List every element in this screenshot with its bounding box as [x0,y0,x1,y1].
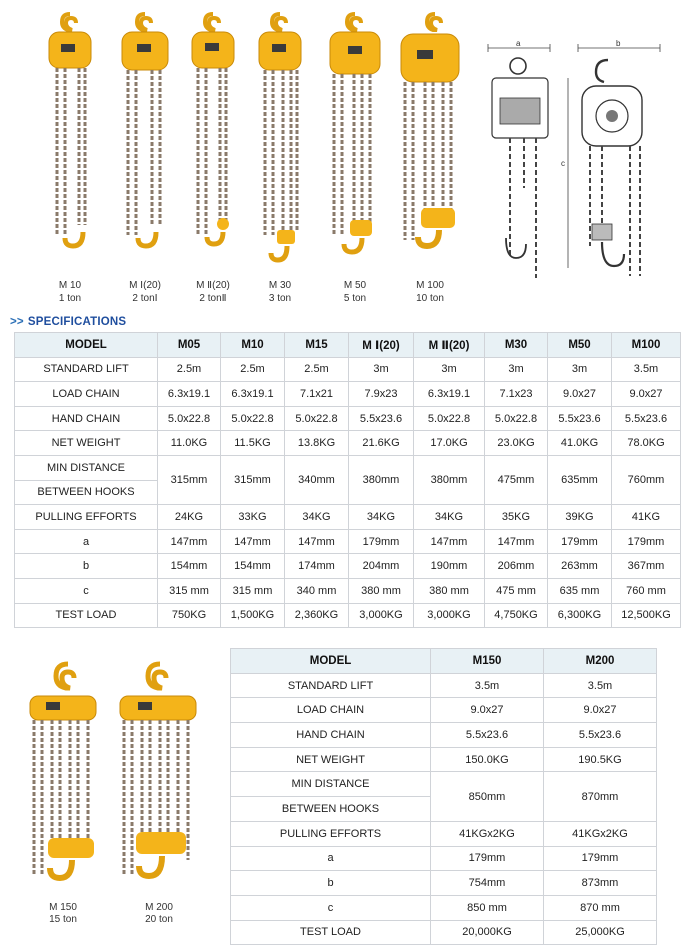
chain-hoist-icon [114,660,204,900]
specifications-heading [10,316,126,328]
table-row [15,431,681,456]
table-row [231,673,657,698]
chain-hoist-icon [18,660,108,900]
row-label: STANDARD LIFT [15,357,158,382]
cell: 340 mm [285,578,349,603]
row-label: TEST LOAD [15,603,158,628]
cell: 34KG [285,505,349,530]
row-label: c [231,895,431,920]
cell: 204mm [349,554,414,579]
header-cell: M10 [221,333,285,358]
product-model: M 100 [416,280,444,291]
cell: 6.3x19.1 [221,382,285,407]
table-row [231,747,657,772]
cell: 34KG [349,505,414,530]
product-model: M Ⅱ(20) [196,280,230,291]
header-cell: M05 [158,333,221,358]
hoist-m100 [395,10,465,308]
chain-hoist-icon [35,10,105,278]
cell: 24KG [158,505,221,530]
cell: 147mm [285,529,349,554]
hoist-m30 [245,10,315,308]
product-capacity: 1 ton [58,293,82,304]
header-cell: M50 [548,333,612,358]
product-capacity: 15 ton [49,914,77,925]
row-label: a [231,846,431,871]
cell: 7.1x23 [485,382,548,407]
cell: 150.0KG [431,747,544,772]
cell: 750KG [158,603,221,628]
row-label: HAND CHAIN [231,723,431,748]
table-row [15,529,681,554]
cell: 179mm [548,529,612,554]
row-label: b [231,871,431,896]
cell: 1,500KG [221,603,285,628]
header-cell: M200 [544,649,657,674]
header-cell: M150 [431,649,544,674]
cell: 2,360KG [285,603,349,628]
cell: 5.5x23.6 [431,723,544,748]
spec-table-small-models [14,332,681,628]
cell: 367mm [612,554,681,579]
header-cell: M30 [485,333,548,358]
cell: 315mm [158,455,221,504]
cell: 870 mm [544,895,657,920]
cell: 41KG [612,505,681,530]
cell: 11.0KG [158,431,221,456]
cell: 9.0x27 [612,382,681,407]
cell: 3,000KG [349,603,414,628]
row-label: MIN DISTANCE [15,455,158,480]
cell: 179mm [544,846,657,871]
chain-hoist-icon [110,10,180,278]
hoist-m2-20 [178,10,248,308]
cell: 635mm [548,455,612,504]
cell: 39KG [548,505,612,530]
row-label: MIN DISTANCE [231,772,431,797]
row-label: STANDARD LIFT [231,673,431,698]
hoist-dimension-diagram-icon [480,38,680,288]
cell: 23.0KG [485,431,548,456]
product-model: M 50 [343,280,367,291]
cell: 263mm [548,554,612,579]
table-row [231,895,657,920]
cell: 147mm [221,529,285,554]
cell: 5.0x22.8 [414,406,485,431]
cell: 635 mm [548,578,612,603]
cell: 78.0KG [612,431,681,456]
cell: 2.5m [221,357,285,382]
cell: 5.5x23.6 [544,723,657,748]
header-cell: M100 [612,333,681,358]
dimension-drawing [480,38,680,288]
chain-hoist-icon [320,10,390,278]
cell: 3m [548,357,612,382]
cell: 12,500KG [612,603,681,628]
cell: 850mm [431,772,544,821]
cell: 154mm [158,554,221,579]
hoist-m50 [320,10,390,308]
row-label: LOAD CHAIN [15,382,158,407]
large-product-photos [18,660,208,930]
cell: 41KGx2KG [544,821,657,846]
row-label: BETWEEN HOOKS [15,480,158,505]
row-label: c [15,578,158,603]
row-label: PULLING EFFORTS [15,505,158,530]
product-model: M 10 [58,280,82,291]
cell: 6.3x19.1 [414,382,485,407]
cell: 5.5x23.6 [548,406,612,431]
cell: 179mm [612,529,681,554]
product-model: M 30 [268,280,292,291]
product-model: M 200 [145,902,173,913]
cell: 850 mm [431,895,544,920]
spec-table-large-models [230,648,657,945]
cell: 5.0x22.8 [158,406,221,431]
table-row [15,455,681,480]
table-row [231,821,657,846]
cell: 7.1x21 [285,382,349,407]
cell: 20,000KG [431,920,544,945]
row-label: LOAD CHAIN [231,698,431,723]
cell: 754mm [431,871,544,896]
header-cell: M15 [285,333,349,358]
cell: 33KG [221,505,285,530]
row-label: TEST LOAD [231,920,431,945]
table-row [15,505,681,530]
product-capacity: 5 ton [343,293,367,304]
row-label: NET WEIGHT [231,747,431,772]
cell: 3m [485,357,548,382]
table-row [15,578,681,603]
cell: 5.0x22.8 [485,406,548,431]
row-label: BETWEEN HOOKS [231,797,431,822]
cell: 6,300KG [548,603,612,628]
cell: 380mm [349,455,414,504]
cell: 5.0x22.8 [221,406,285,431]
chain-hoist-icon [395,10,465,278]
hoist-m10 [35,10,105,308]
cell: 760mm [612,455,681,504]
cell: 41KGx2KG [431,821,544,846]
cell: 41.0KG [548,431,612,456]
product-model: M Ⅰ(20) [129,280,161,291]
product-model: M 150 [49,902,77,913]
cell: 870mm [544,772,657,821]
cell: 154mm [221,554,285,579]
dimension-a-label: a [516,39,521,48]
cell: 3m [349,357,414,382]
cell: 873mm [544,871,657,896]
cell: 5.0x22.8 [285,406,349,431]
cell: 4,750KG [485,603,548,628]
product-capacity: 10 ton [416,293,444,304]
table-header-row [15,333,681,358]
cell: 5.5x23.6 [612,406,681,431]
dimension-c-label: c [561,159,565,168]
cell: 179mm [349,529,414,554]
table-row [231,846,657,871]
chain-hoist-icon [178,10,248,278]
cell: 9.0x27 [548,382,612,407]
table-row [231,871,657,896]
header-cell: M Ⅱ(20) [414,333,485,358]
row-label: b [15,554,158,579]
cell: 9.0x27 [544,698,657,723]
cell: 179mm [431,846,544,871]
cell: 190mm [414,554,485,579]
header-cell: MODEL [15,333,158,358]
cell: 475mm [485,455,548,504]
cell: 6.3x19.1 [158,382,221,407]
table-row [15,554,681,579]
header-cell: M Ⅰ(20) [349,333,414,358]
section-arrows: >> [10,316,24,328]
hoist-m150 [18,660,108,930]
cell: 34KG [414,505,485,530]
cell: 2.5m [158,357,221,382]
chain-hoist-icon [245,10,315,278]
cell: 147mm [158,529,221,554]
hoist-m200 [114,660,204,930]
cell: 5.5x23.6 [349,406,414,431]
cell: 174mm [285,554,349,579]
cell: 21.6KG [349,431,414,456]
cell: 315 mm [158,578,221,603]
product-capacity: 2 tonⅡ [199,293,227,304]
table-row [15,357,681,382]
row-label: HAND CHAIN [15,406,158,431]
table-header-row [231,649,657,674]
cell: 380 mm [349,578,414,603]
cell: 147mm [414,529,485,554]
cell: 17.0KG [414,431,485,456]
table-row [231,772,657,797]
row-label: NET WEIGHT [15,431,158,456]
cell: 3,000KG [414,603,485,628]
cell: 206mm [485,554,548,579]
cell: 147mm [485,529,548,554]
product-capacity: 3 ton [268,293,292,304]
cell: 2.5m [285,357,349,382]
cell: 7.9x23 [349,382,414,407]
cell: 380mm [414,455,485,504]
cell: 315mm [221,455,285,504]
row-label: a [15,529,158,554]
cell: 35KG [485,505,548,530]
table-row [231,920,657,945]
cell: 380 mm [414,578,485,603]
cell: 11.5KG [221,431,285,456]
table-row [231,698,657,723]
product-capacity: 20 ton [145,914,173,925]
hoist-m1-20 [110,10,180,308]
cell: 760 mm [612,578,681,603]
cell: 190.5KG [544,747,657,772]
table-row [15,603,681,628]
cell: 9.0x27 [431,698,544,723]
cell: 340mm [285,455,349,504]
header-cell: MODEL [231,649,431,674]
cell: 25,000KG [544,920,657,945]
cell: 13.8KG [285,431,349,456]
cell: 315 mm [221,578,285,603]
section-title-text: SPECIFICATIONS [27,316,127,328]
table-row [231,723,657,748]
table-row [15,406,681,431]
cell: 475 mm [485,578,548,603]
product-photo-strip [30,10,470,308]
cell: 3.5m [612,357,681,382]
cell: 3m [414,357,485,382]
dimension-b-label: b [616,39,621,48]
table-row [15,382,681,407]
product-capacity: 2 tonⅠ [132,293,158,304]
row-label: PULLING EFFORTS [231,821,431,846]
cell: 3.5m [431,673,544,698]
cell: 3.5m [544,673,657,698]
